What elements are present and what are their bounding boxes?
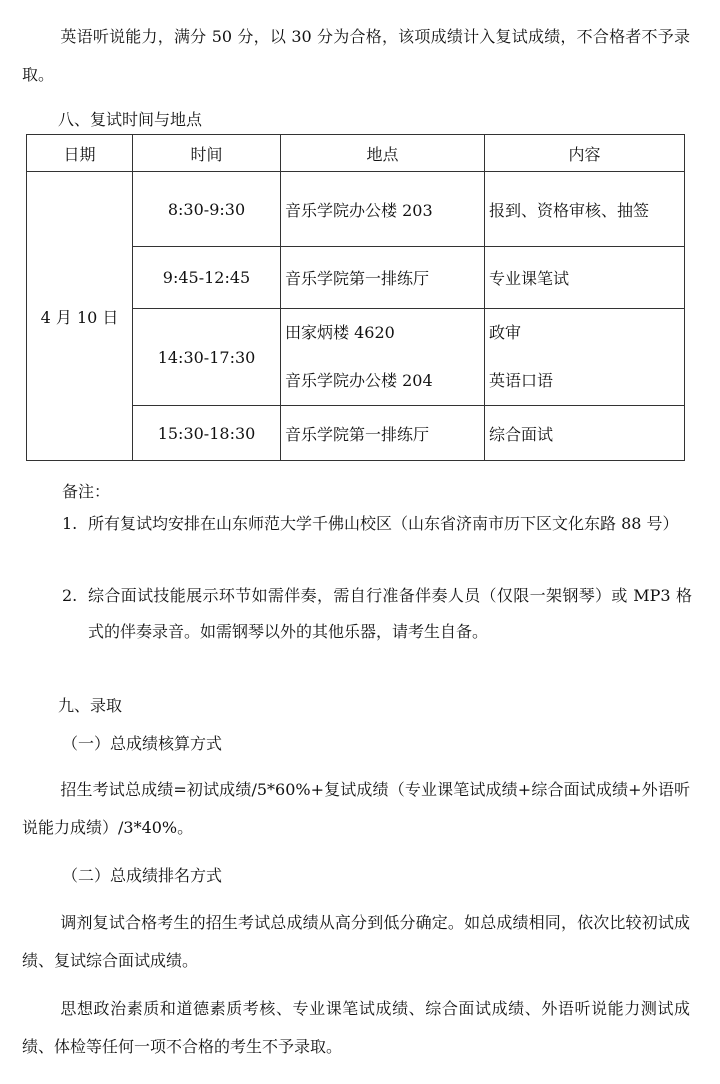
place-cell: 音乐学院办公楼 203 [281,172,485,247]
notes-label: 备注： [62,482,111,501]
table-header-row [27,135,685,172]
header-time: 时间 [133,135,281,172]
subsection-1-heading: （一）总成绩核算方式 [62,734,223,753]
note-item [62,578,692,650]
note-text: 所有复试均安排在山东师范大学千佛山校区（山东省济南市历下区文化东路 88 号） [88,514,679,533]
content-line: 政审 [489,323,522,342]
table-row [27,172,685,247]
note-text: 综合面试技能展示环节如需伴奏，需自行准备伴奏人员（仅限一架钢琴）或 MP3 格式的伴奏录音。如需钢琴以外的其他乐器，请考生自备。 [88,586,692,641]
schedule-table [26,134,685,461]
content-cell: 专业课笔试 [485,247,685,309]
place-line: 音乐学院办公楼 204 [285,371,433,390]
time-cell: 14:30-17:30 [133,309,281,406]
place-cell [281,309,485,406]
date-cell: 4 月 10 日 [27,172,133,461]
header-content: 内容 [485,135,685,172]
time-cell: 8:30-9:30 [133,172,281,247]
content-cell: 综合面试 [485,406,685,461]
place-line: 田家炳楼 4620 [285,323,395,342]
time-cell: 9:45-12:45 [133,247,281,309]
header-place: 地点 [281,135,485,172]
final-paragraph: 思想政治素质和道德素质考核、专业课笔试成绩、综合面试成绩、外语听说能力测试成绩、体检等任何一项不合格的考生不予录取。 [22,999,690,1056]
content-line: 英语口语 [489,371,554,390]
section-8-heading: 八、复试时间与地点 [58,110,203,129]
place-cell: 音乐学院第一排练厅 [281,406,485,461]
note-number: 2. [62,586,78,605]
subsection-1-paragraph: 招生考试总成绩=初试成绩/5*60%+复试成绩（专业课笔试成绩+综合面试成绩+外语听说能力成绩）/3*40%。 [22,780,690,837]
subsection-2-paragraph: 调剂复试合格考生的招生考试总成绩从高分到低分确定。如总成绩相同，依次比较初试成绩、复试综合面试成绩。 [22,913,690,970]
section-9-heading: 九、录取 [58,696,123,715]
content-cell: 报到、资格审核、抽签 [485,172,685,247]
place-cell: 音乐学院第一排练厅 [281,247,485,309]
header-date: 日期 [27,135,133,172]
intro-paragraph: 英语听说能力，满分 50 分，以 30 分为合格，该项成绩计入复试成绩，不合格者不予录取。 [22,27,690,84]
time-cell: 15:30-18:30 [133,406,281,461]
note-number: 1. [62,514,78,533]
note-item [62,506,692,542]
content-cell [485,309,685,406]
subsection-2-heading: （二）总成绩排名方式 [62,866,223,885]
